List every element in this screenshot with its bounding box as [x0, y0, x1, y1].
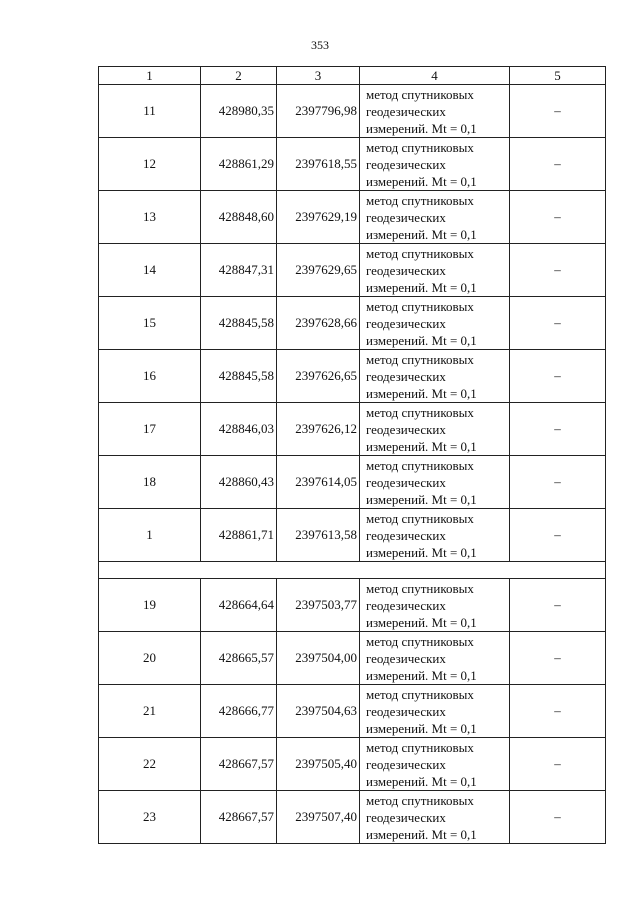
description-dash: –	[510, 403, 606, 456]
coordinate-y: 2397505,40	[277, 738, 360, 791]
method-line: измерений. Mt = 0,1	[366, 120, 477, 136]
method-line: измерений. Mt = 0,1	[366, 279, 477, 295]
page-number: 353	[311, 38, 329, 52]
table-row	[99, 297, 606, 350]
measurement-method	[360, 685, 510, 738]
method-line: метод спутниковых	[366, 739, 474, 755]
table-gap-section	[99, 562, 606, 579]
measurement-method	[360, 297, 510, 350]
point-number: 17	[99, 403, 201, 456]
coordinate-x: 428860,43	[201, 456, 277, 509]
method-line: измерений. Mt = 0,1	[366, 173, 477, 189]
method-line: геодезических	[366, 809, 446, 825]
coordinate-x: 428845,58	[201, 350, 277, 403]
header-col-5: 5	[510, 67, 606, 85]
coordinate-x: 428664,64	[201, 579, 277, 632]
table-body-section-b	[99, 579, 606, 844]
table-header-row	[99, 67, 606, 85]
point-number: 22	[99, 738, 201, 791]
point-number: 19	[99, 579, 201, 632]
coordinate-y: 2397628,66	[277, 297, 360, 350]
description-dash: –	[510, 456, 606, 509]
table-row	[99, 191, 606, 244]
method-line: геодезических	[366, 262, 446, 278]
coordinate-y: 2397613,58	[277, 509, 360, 562]
measurement-method	[360, 579, 510, 632]
coordinate-x: 428980,35	[201, 85, 277, 138]
method-line: геодезических	[366, 474, 446, 490]
description-dash: –	[510, 85, 606, 138]
point-number: 23	[99, 791, 201, 844]
coordinate-x: 428848,60	[201, 191, 277, 244]
description-dash: –	[510, 297, 606, 350]
point-number: 15	[99, 297, 201, 350]
method-line: измерений. Mt = 0,1	[366, 438, 477, 454]
description-dash: –	[510, 244, 606, 297]
method-line: геодезических	[366, 315, 446, 331]
header-col-2: 2	[201, 67, 277, 85]
method-line: метод спутниковых	[366, 457, 474, 473]
measurement-method	[360, 509, 510, 562]
method-line: метод спутниковых	[366, 139, 474, 155]
table-row	[99, 685, 606, 738]
measurement-method	[360, 85, 510, 138]
coordinate-y: 2397626,65	[277, 350, 360, 403]
measurement-method	[360, 456, 510, 509]
table-body-section-a	[99, 85, 606, 562]
method-line: геодезических	[366, 703, 446, 719]
measurement-method	[360, 632, 510, 685]
coordinate-y: 2397507,40	[277, 791, 360, 844]
coordinate-x: 428667,57	[201, 791, 277, 844]
method-line: метод спутниковых	[366, 298, 474, 314]
header-col-3: 3	[277, 67, 360, 85]
point-number: 20	[99, 632, 201, 685]
method-line: геодезических	[366, 156, 446, 172]
method-line: геодезических	[366, 209, 446, 225]
coordinate-y: 2397629,65	[277, 244, 360, 297]
coordinate-x: 428847,31	[201, 244, 277, 297]
method-line: метод спутниковых	[366, 510, 474, 526]
method-line: метод спутниковых	[366, 633, 474, 649]
coordinate-y: 2397614,05	[277, 456, 360, 509]
point-number: 13	[99, 191, 201, 244]
coordinates-table	[98, 66, 606, 844]
coordinate-y: 2397504,63	[277, 685, 360, 738]
method-line: измерений. Mt = 0,1	[366, 226, 477, 242]
description-dash: –	[510, 191, 606, 244]
coordinate-y: 2397503,77	[277, 579, 360, 632]
coordinate-x: 428845,58	[201, 297, 277, 350]
coordinate-x: 428861,71	[201, 509, 277, 562]
coordinate-y: 2397629,19	[277, 191, 360, 244]
description-dash: –	[510, 685, 606, 738]
method-line: метод спутниковых	[366, 351, 474, 367]
method-line: метод спутниковых	[366, 86, 474, 102]
measurement-method	[360, 403, 510, 456]
method-line: геодезических	[366, 756, 446, 772]
method-line: измерений. Mt = 0,1	[366, 614, 477, 630]
table-row	[99, 85, 606, 138]
method-line: метод спутниковых	[366, 580, 474, 596]
header-col-1: 1	[99, 67, 201, 85]
table-row	[99, 244, 606, 297]
coordinate-x: 428665,57	[201, 632, 277, 685]
method-line: измерений. Mt = 0,1	[366, 773, 477, 789]
point-number: 14	[99, 244, 201, 297]
method-line: метод спутниковых	[366, 245, 474, 261]
measurement-method	[360, 191, 510, 244]
coordinate-x: 428666,77	[201, 685, 277, 738]
method-line: геодезических	[366, 368, 446, 384]
point-number: 18	[99, 456, 201, 509]
measurement-method	[360, 791, 510, 844]
description-dash: –	[510, 632, 606, 685]
method-line: метод спутниковых	[366, 792, 474, 808]
method-line: метод спутниковых	[366, 686, 474, 702]
method-line: геодезических	[366, 527, 446, 543]
method-line: измерений. Mt = 0,1	[366, 332, 477, 348]
coordinate-y: 2397618,55	[277, 138, 360, 191]
table-row	[99, 738, 606, 791]
description-dash: –	[510, 138, 606, 191]
coordinate-x: 428861,29	[201, 138, 277, 191]
table-row	[99, 632, 606, 685]
measurement-method	[360, 244, 510, 297]
table-row	[99, 509, 606, 562]
method-line: измерений. Mt = 0,1	[366, 720, 477, 736]
table-row	[99, 791, 606, 844]
description-dash: –	[510, 350, 606, 403]
method-line: геодезических	[366, 597, 446, 613]
method-line: измерений. Mt = 0,1	[366, 491, 477, 507]
coordinate-y: 2397626,12	[277, 403, 360, 456]
method-line: измерений. Mt = 0,1	[366, 826, 477, 842]
measurement-method	[360, 738, 510, 791]
method-line: геодезических	[366, 103, 446, 119]
table-gap-row	[99, 562, 606, 579]
coordinate-x: 428667,57	[201, 738, 277, 791]
table-row	[99, 456, 606, 509]
point-number: 1	[99, 509, 201, 562]
header-col-4: 4	[360, 67, 510, 85]
table-row	[99, 403, 606, 456]
table-row	[99, 138, 606, 191]
description-dash: –	[510, 509, 606, 562]
method-line: геодезических	[366, 421, 446, 437]
coordinate-x: 428846,03	[201, 403, 277, 456]
table-row	[99, 350, 606, 403]
method-line: метод спутниковых	[366, 192, 474, 208]
coordinate-y: 2397796,98	[277, 85, 360, 138]
measurement-method	[360, 138, 510, 191]
point-number: 12	[99, 138, 201, 191]
description-dash: –	[510, 579, 606, 632]
method-line: геодезических	[366, 650, 446, 666]
point-number: 11	[99, 85, 201, 138]
point-number: 21	[99, 685, 201, 738]
description-dash: –	[510, 738, 606, 791]
method-line: измерений. Mt = 0,1	[366, 544, 477, 560]
description-dash: –	[510, 791, 606, 844]
point-number: 16	[99, 350, 201, 403]
method-line: измерений. Mt = 0,1	[366, 385, 477, 401]
gap-cell	[99, 562, 606, 579]
measurement-method	[360, 350, 510, 403]
table-row	[99, 579, 606, 632]
method-line: метод спутниковых	[366, 404, 474, 420]
coordinate-y: 2397504,00	[277, 632, 360, 685]
method-line: измерений. Mt = 0,1	[366, 667, 477, 683]
